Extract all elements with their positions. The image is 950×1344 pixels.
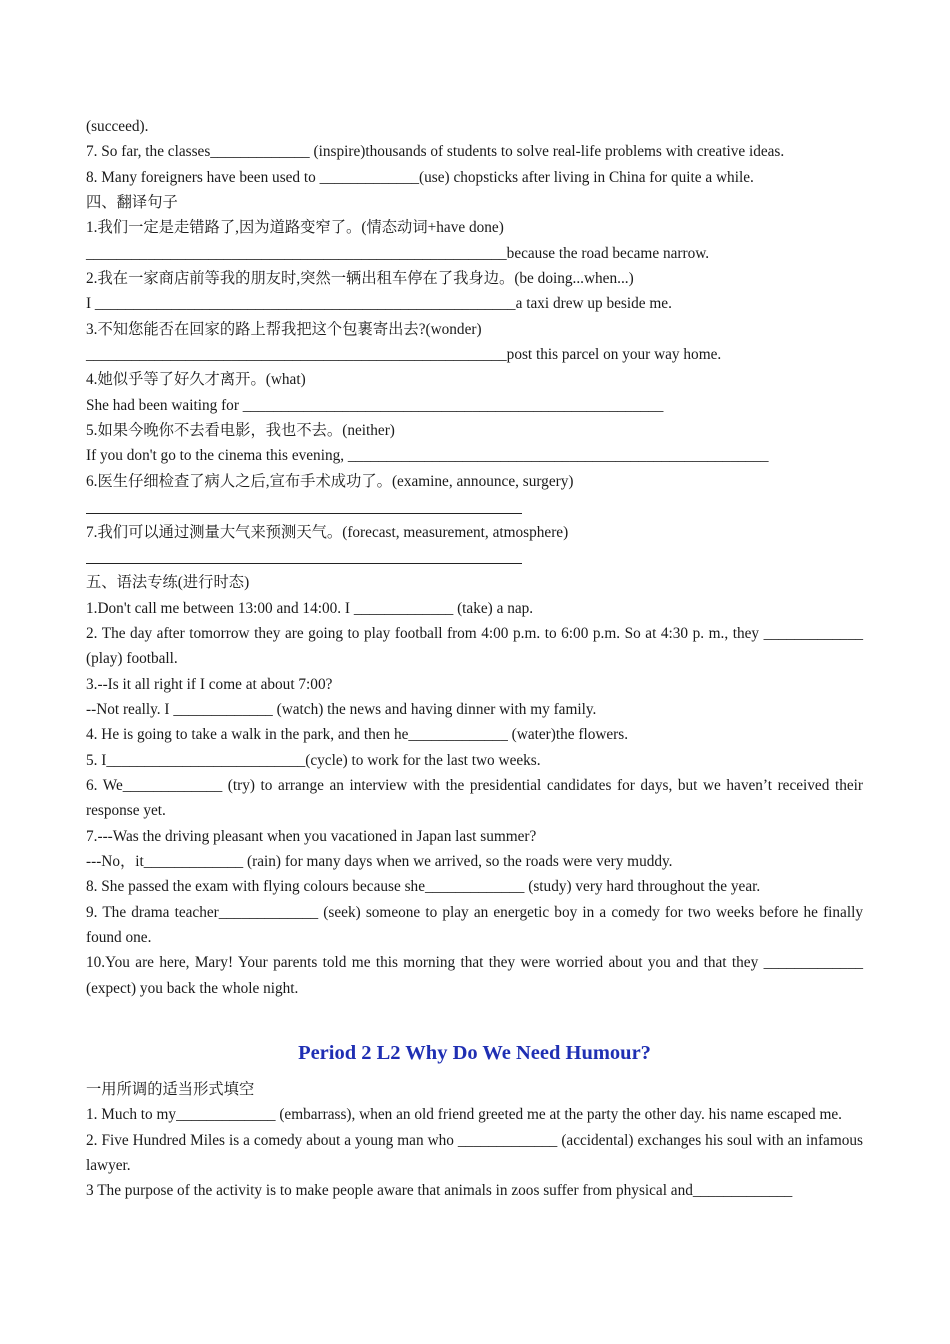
- text-line: (succeed).: [86, 118, 149, 135]
- grammar-item: 10.You are here, Mary! Your parents told me this morning that they were worried about you and that they _____________ (expect) you back the whole night.: [86, 954, 863, 997]
- grammar-item: --Not really. I _____________ (watch) the news and having dinner with my family.: [86, 700, 597, 718]
- translation-answer: _______________________________________________________post this parcel on your way home.: [86, 346, 722, 364]
- translation-prompt: 7.我们可以通过测量大气来预测天气。(forecast, measurement, atmosphere): [86, 523, 569, 541]
- translation-prompt: 3.不知您能否在回家的路上帮我把这个包裹寄出去?(wonder): [86, 320, 482, 338]
- text-line: 7. So far, the classes_____________ (inspire)thousands of students to solve real-life problems with creative ideas.: [86, 143, 785, 161]
- fill-item: 2. Five Hundred Miles is a comedy about a young man who _____________ (accidental) exchanges his soul with an infamous lawyer.: [86, 1131, 863, 1175]
- answer-blank-line: [86, 494, 863, 519]
- translation-prompt: 5.如果今晚你不去看电影，我也不去。(neither): [86, 422, 395, 440]
- translation-prompt: 1.我们一定是走错路了,因为道路变窄了。(情态动词+have done): [86, 219, 504, 237]
- translation-answer: I _______________________________________________________a taxi drew up beside me.: [86, 295, 672, 313]
- fill-item: 3 The purpose of the activity is to make people aware that animals in zoos suffer from physical and_____________: [86, 1182, 793, 1200]
- section-heading-grammar: 五、语法专练(进行时态): [86, 574, 250, 592]
- period-title: Period 2 L2 Why Do We Need Humour?: [298, 1042, 651, 1065]
- answer-blank-line: [86, 545, 863, 570]
- page-content: [86, 114, 863, 1204]
- translation-answer: If you don't go to the cinema this evening, _______________________________________________________: [86, 447, 769, 465]
- translation-answer: _______________________________________________________because the road became narrow.: [86, 244, 710, 262]
- grammar-item: 1.Don't call me between 13:00 and 14:00. I _____________ (take) a nap.: [86, 599, 534, 617]
- grammar-item: 6. We_____________ (try) to arrange an interview with the presidential candidates for days, but we haven’t received their response yet.: [86, 776, 863, 820]
- grammar-item: 5. I__________________________(cycle) to work for the last two weeks.: [86, 751, 541, 769]
- section-heading-fill: 一用所调的适当形式填空: [86, 1081, 255, 1099]
- section-heading-translation: 四、翻译句子: [86, 194, 178, 212]
- grammar-item: 9. The drama teacher_____________ (seek) someone to play an energetic boy in a comedy for two weeks before he finally found one.: [86, 903, 863, 946]
- grammar-item: 4. He is going to take a walk in the park, and then he_____________ (water)the flowers.: [86, 726, 629, 744]
- text-line: 8. Many foreigners have been used to _____________(use) chopsticks after living in China for quite a while.: [86, 168, 754, 186]
- translation-answer: She had been waiting for _______________________________________________________: [86, 396, 664, 414]
- translation-prompt: 2.我在一家商店前等我的朋友时,突然一辆出租车停在了我身边。(be doing...when...): [86, 270, 634, 288]
- fill-item: 1. Much to my_____________ (embarrass), when an old friend greeted me at the party the other day. his name escaped me.: [86, 1106, 842, 1124]
- grammar-item: 3.--Is it all right if I come at about 7:00?: [86, 675, 333, 693]
- grammar-item: ---No，it_____________ (rain) for many days when we arrived, so the roads were very muddy.: [86, 852, 673, 870]
- grammar-item: 2. The day after tomorrow they are going to play football from 4:00 p.m. to 6:00 p.m. So at 4:30 p. m., they _____________ (play) football.: [86, 624, 863, 668]
- translation-prompt: 4.她似乎等了好久才离开。(what): [86, 371, 306, 389]
- translation-prompt: 6.医生仔细检查了病人之后,宣布手术成功了。(examine, announce, surgery): [86, 472, 574, 490]
- grammar-item: 7.---Was the driving pleasant when you vacationed in Japan last summer?: [86, 827, 537, 845]
- grammar-item: 8. She passed the exam with flying colours because she_____________ (study) very hard throughout the year.: [86, 878, 761, 896]
